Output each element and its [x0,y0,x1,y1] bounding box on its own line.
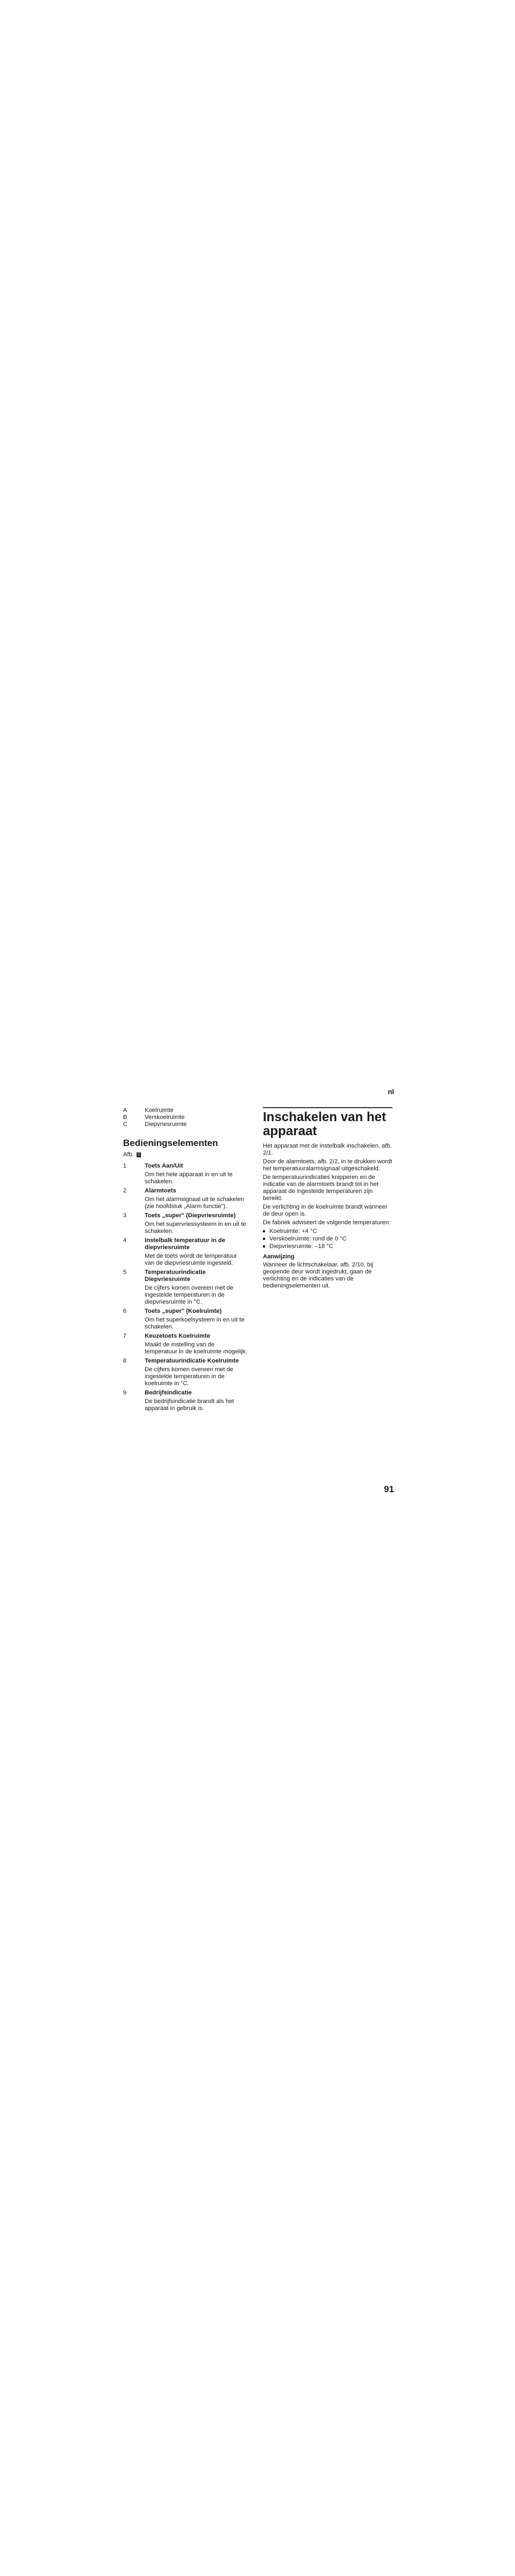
item-number: 8 [123,1358,127,1364]
note-title: Aanwijzing [263,1253,295,1260]
note-text: Wanneer de lichtschakelaar, afb. 2/10, bij geopende deur wordt ingedrukt, gaan de verlichting en de indicaties van de bedieningselementen uit. [263,1262,374,1289]
legend-label: Koelruimte [145,1107,174,1114]
item-description: Om het hele apparaat in en uit te schakelen. [145,1171,233,1185]
temperature-text: Verskoelruimte: rond de 0 °C [269,1236,347,1242]
legend-item [123,1107,248,1114]
temperature-text: Diepvriesruimte: –18 °C [269,1243,334,1250]
figure-reference [123,1151,248,1158]
legend-label: Verskoelruimte [145,1114,185,1121]
item-number: 6 [123,1308,127,1314]
bullet-icon [263,1238,265,1240]
item-title: Toets „super" (Diepvriesruimte) [145,1212,236,1219]
compartment-legend [123,1107,248,1128]
item-description: Met de toets wordt de temperatuur van de diepvriesruimte ingesteld. [145,1253,238,1266]
legend-label: Diepvriesruimte [145,1121,187,1128]
controls-list [123,1163,248,1412]
paragraph: Door de alarmtoets, afb. 2/2, in te drukken wordt het temperatuuralarmsignaal uitgeschakeld. [263,1158,392,1172]
temperature-item [263,1243,392,1250]
paragraph: De fabriek adviseert de volgende temperaturen: [263,1219,391,1226]
item-number: 5 [123,1269,127,1276]
right-column [263,1107,392,1291]
item-number: 2 [123,1188,127,1194]
switching-on-heading: Inschakelen van het apparaat [263,1110,387,1138]
temperature-item [263,1236,392,1243]
bullet-icon [263,1230,265,1232]
temperature-list [263,1228,392,1250]
legend-item [123,1114,248,1121]
legend-key: C [123,1121,128,1128]
item-title: Bedrijfsindicatie [145,1390,192,1396]
item-title: Toets Aan/Uit [145,1163,183,1169]
page-number: 91 [384,1484,394,1494]
control-item [123,1163,248,1185]
item-title: Instelbalk temperatuur in de diepvriesruimte [145,1237,226,1251]
left-column [123,1107,248,1414]
item-number: 3 [123,1212,127,1219]
item-title: Alarmtoets [145,1188,177,1194]
item-description: Maakt de instelling van de temperatuur in de koelruimte mogelijk. [145,1341,247,1355]
control-item [123,1188,248,1210]
section-rule [263,1107,392,1108]
item-number: 4 [123,1237,127,1244]
item-description: Om het alarmsignaal uit te schakelen (zie hoofdstuk „Alarm functie"). [145,1196,245,1210]
control-item [123,1269,248,1306]
control-item [123,1308,248,1331]
legend-item [123,1121,248,1128]
paragraph: De temperatuurindicaties knipperen en de indicatie van de alarmtoets brandt tot in het apparaat de ingestelde temperaturen zijn bereikt. [263,1174,378,1202]
item-title: Keuzetoets Koelruimte [145,1333,211,1339]
control-item [123,1358,248,1387]
item-description: Om het superkoelsysteem in en uit te schakelen. [145,1317,245,1330]
item-number: 7 [123,1333,127,1339]
item-description: Om het supervriessysteem in en uit te schakelen. [145,1221,246,1235]
bullet-icon [263,1245,265,1247]
item-number: 9 [123,1390,127,1396]
figure-badge: 2 [138,1152,140,1157]
temperature-text: Koelruimte: +4 °C [269,1228,317,1235]
item-description: De cijfers komen overeen met de ingestelde temperaturen in de diepvriesruimte in °C. [145,1285,234,1305]
control-item [123,1212,248,1235]
item-title: Temperatuurindicatie Diepvriesruimte [145,1269,206,1283]
item-number: 1 [123,1163,127,1169]
controls-heading: Bedieningselementen [123,1138,218,1148]
item-description: De bedrijfsindicatie brandt als het apparaat in gebruik is. [145,1398,234,1412]
item-title: Temperatuurindicatie Koelruimte [145,1358,239,1364]
paragraph: De verlichting in de koelruimte brandt wanneer de deur open is. [263,1204,388,1217]
legend-key: B [123,1114,127,1121]
paragraph: Het apparaat met de instelbalk inschakelen, afb. 2/1. [263,1143,392,1156]
control-item [123,1333,248,1356]
language-label: nl [388,1088,394,1096]
item-title: Toets „super" (Koelruimte) [145,1308,222,1314]
legend-key: A [123,1107,127,1114]
item-description: De cijfers komen overeen met de ingestelde temperaturen in de koelruimte in °C. [145,1366,234,1387]
control-item [123,1237,248,1267]
temperature-item [263,1228,392,1235]
control-item [123,1390,248,1412]
figure-ref-text: Afb. [123,1151,134,1158]
